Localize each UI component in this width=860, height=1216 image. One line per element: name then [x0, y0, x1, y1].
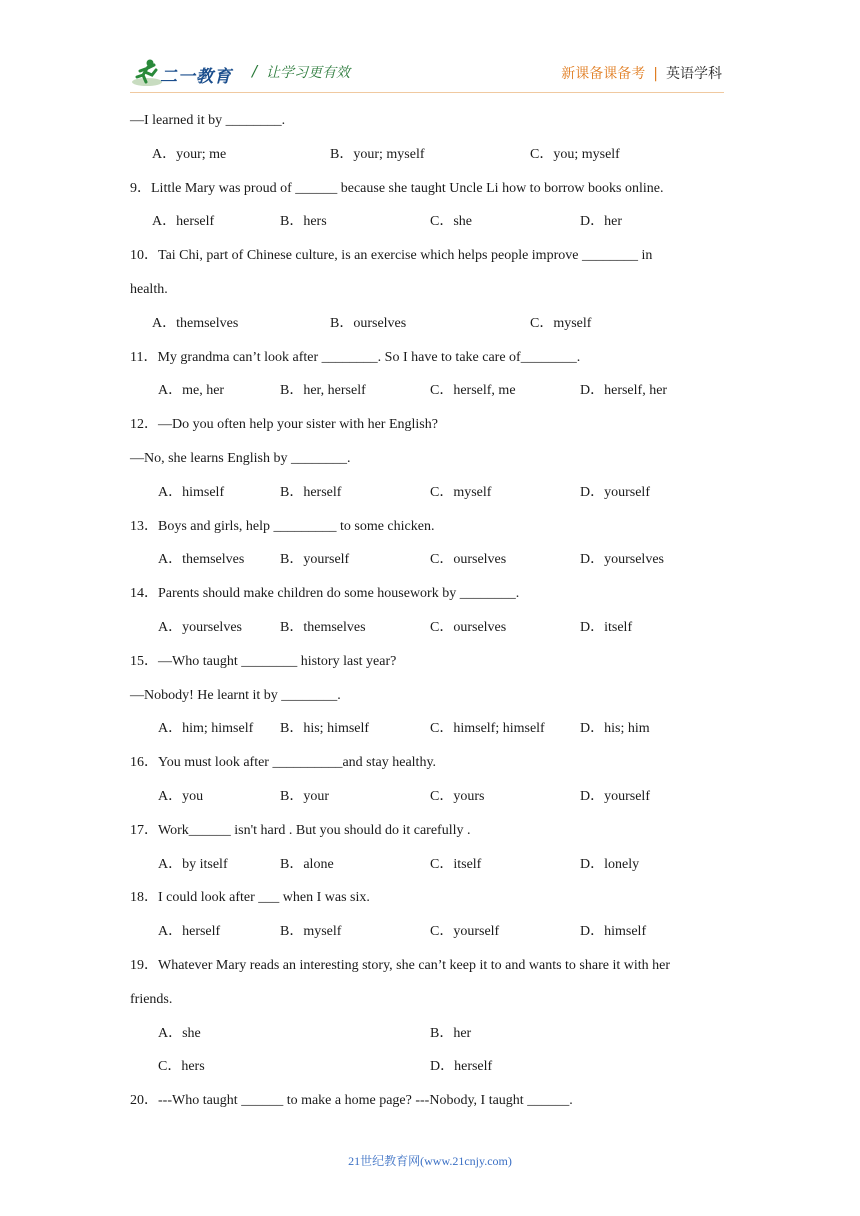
answer-option: C．yourself	[430, 924, 500, 940]
answer-option: D．herself	[430, 1059, 493, 1075]
answer-option: C．myself	[430, 484, 492, 500]
question-text: 11．My grandma can’t look after ________. So I have to take care of________.	[130, 349, 581, 365]
answer-options	[130, 1050, 730, 1084]
question-text: 14．Parents should make children do some housework by ________.	[130, 586, 520, 602]
question-text: 20．---Who taught ______ to make a home page? ---Nobody, I taught ______.	[130, 1093, 573, 1109]
answer-options	[130, 307, 730, 341]
answer-options	[130, 915, 730, 949]
question-text: 16．You must look after __________and stay healthy.	[130, 755, 437, 771]
answer-option: A．herself	[158, 924, 221, 940]
answer-option: C．hers	[158, 1059, 205, 1075]
answer-option: C．ourselves	[430, 552, 507, 568]
answer-option: B．themselves	[280, 619, 366, 635]
question-text: 15．—Who taught ________ history last year?	[130, 653, 397, 669]
answer-option: A．him; himself	[158, 721, 254, 737]
answer-option: A．she	[158, 1025, 201, 1041]
answer-option: D．her	[580, 214, 622, 230]
answer-option: B．your	[280, 788, 329, 804]
answer-option: A．yourselves	[158, 619, 242, 635]
question-text: 12．—Do you often help your sister with her English?	[130, 417, 438, 433]
answer-options	[130, 611, 730, 645]
question-text: 13．Boys and girls, help _________ to some chicken.	[130, 518, 435, 534]
answer-option: A．me, her	[158, 383, 225, 399]
answer-option: A．themselves	[152, 315, 239, 331]
answer-option: B．yourself	[280, 552, 350, 568]
slogan-slash: /	[252, 62, 258, 80]
answer-option: C．myself	[530, 315, 592, 331]
answer-option: B．her	[430, 1025, 472, 1041]
logo-text: 二一教育	[160, 67, 232, 87]
answer-options	[130, 374, 730, 408]
header-label: 新课备课备考	[561, 66, 646, 82]
answer-options	[130, 476, 730, 510]
answer-option: D．yourself	[580, 484, 650, 500]
answer-options	[130, 1017, 730, 1051]
answer-option: D．himself	[580, 924, 647, 940]
question-text: 18．I could look after ___ when I was six.	[130, 890, 370, 906]
question-text: friends.	[130, 991, 173, 1007]
answer-option: A．herself	[152, 214, 215, 230]
answer-option: C．she	[430, 214, 472, 230]
question-text: —Nobody! He learnt it by ________.	[130, 687, 341, 703]
logo	[130, 56, 240, 90]
question-text: —No, she learns English by ________.	[130, 450, 351, 466]
answer-option: B．herself	[280, 484, 342, 500]
page-header	[130, 54, 730, 94]
answer-option: D．lonely	[580, 856, 640, 872]
question-text: 10．Tai Chi, part of Chinese culture, is an exercise which helps people improve ________ in	[130, 248, 653, 264]
answer-option: D．his; him	[580, 721, 650, 737]
answer-option: B．her, herself	[280, 383, 366, 399]
answer-options	[130, 543, 730, 577]
answer-option: B．ourselves	[330, 315, 407, 331]
answer-option: C．yours	[430, 788, 485, 804]
question-text: 19．Whatever Mary reads an interesting story, she can’t keep it to and wants to share it with her	[130, 957, 671, 973]
answer-option: B．alone	[280, 856, 334, 872]
answer-option: B．hers	[280, 214, 327, 230]
answer-option: D．yourselves	[580, 552, 664, 568]
answer-option: A．by itself	[158, 856, 228, 872]
page-footer: 21世纪教育网(www.21cnjy.com)	[348, 1154, 512, 1168]
answer-option: D．itself	[580, 619, 633, 635]
header-divider: |	[653, 66, 658, 82]
answer-option: C．herself, me	[430, 383, 516, 399]
question-text: 9．Little Mary was proud of ______ because she taught Uncle Li how to borrow books online.	[130, 180, 664, 196]
answer-option: B．your; myself	[330, 146, 425, 162]
answer-options	[130, 848, 730, 882]
answer-option: D．yourself	[580, 788, 650, 804]
runner-logo-icon	[130, 56, 164, 90]
question-list	[130, 104, 730, 1118]
answer-options	[130, 138, 730, 172]
answer-option: A．themselves	[158, 552, 245, 568]
answer-option: B．myself	[280, 924, 342, 940]
answer-option: B．his; himself	[280, 721, 370, 737]
answer-option: C．himself; himself	[430, 721, 545, 737]
answer-option: C．ourselves	[430, 619, 507, 635]
answer-options	[130, 712, 730, 746]
question-text: 17．Work______ isn't hard . But you should do it carefully .	[130, 822, 471, 838]
answer-option: A．you	[158, 788, 204, 804]
header-right	[561, 63, 722, 83]
question-text: —I learned it by ________.	[130, 113, 286, 128]
question-text: health.	[130, 281, 168, 297]
answer-options	[130, 780, 730, 814]
answer-option: C．you; myself	[530, 146, 620, 162]
answer-options	[130, 205, 730, 239]
header-rule	[130, 92, 724, 93]
answer-option: C．itself	[430, 856, 482, 872]
answer-option: D．herself, her	[580, 383, 668, 399]
answer-option: A．himself	[158, 484, 225, 500]
header-subject: 英语学科	[666, 66, 722, 82]
slogan: 让学习更有效	[266, 65, 350, 81]
answer-option: A．your; me	[152, 146, 227, 162]
